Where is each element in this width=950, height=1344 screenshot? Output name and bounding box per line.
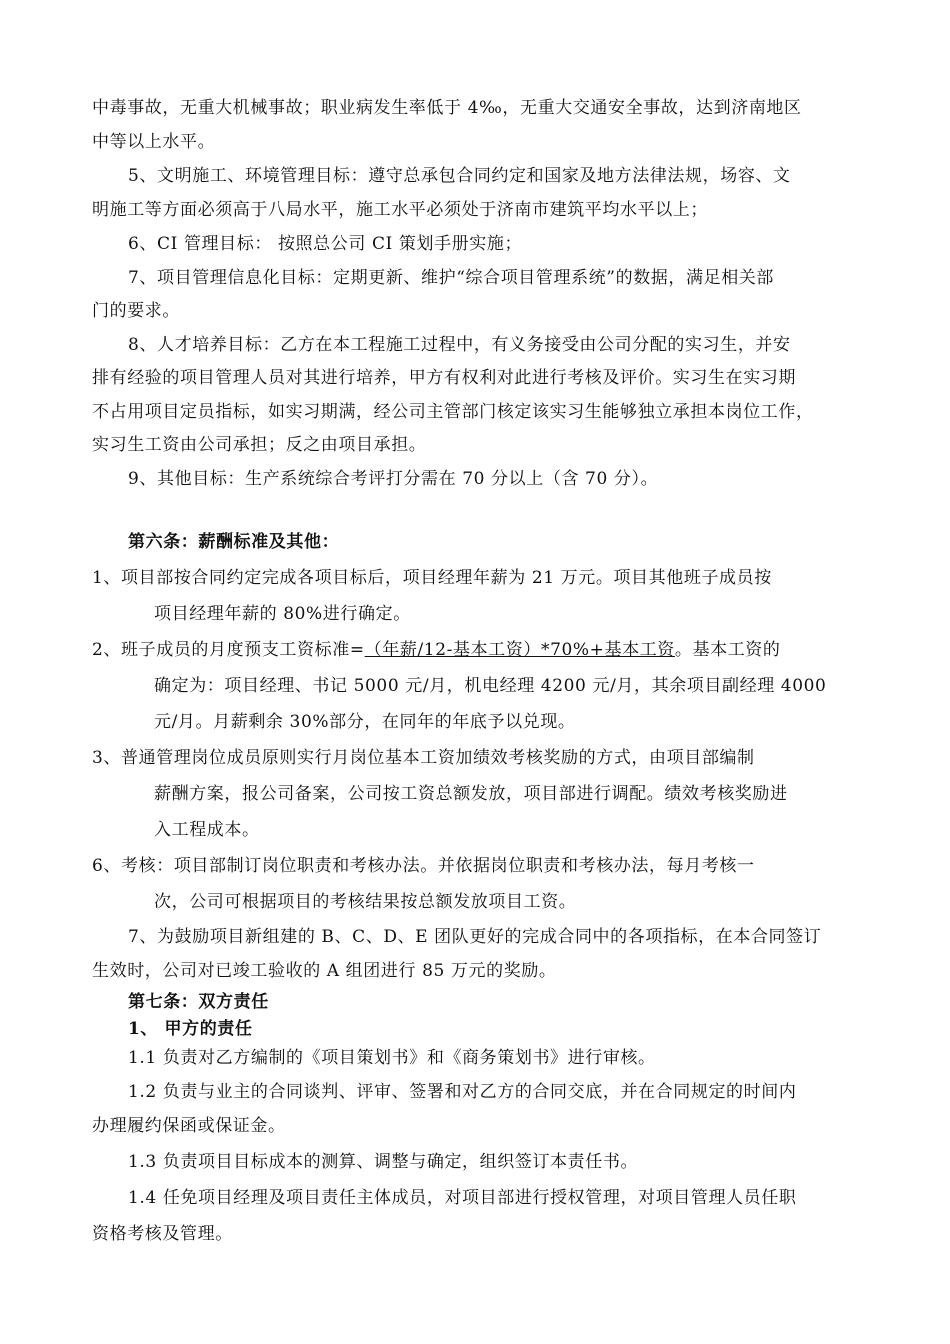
clause-1-4-line-2: 资格考核及管理。 bbox=[92, 1224, 233, 1244]
goals-continuation-line-2: 中等以上水平。 bbox=[92, 132, 216, 152]
clause-1-4-line-1: 1.4 任免项目经理及项目责任主体成员，对项目部进行授权管理，对项目管理人员任职 bbox=[128, 1188, 797, 1208]
goal-6: 6、CI 管理目标： 按照总公司 CI 策划手册实施； bbox=[128, 234, 523, 254]
goal-5-line-1: 5、文明施工、环境管理目标：遵守总承包合同约定和国家及地方法律法规，场容、文 bbox=[128, 166, 791, 186]
article-6-item-6-line-2: 次，公司可根据项目的考核结果按总额发放项目工资。 bbox=[154, 892, 577, 912]
article-6-item-6-line-1: 6、考核：项目部制订岗位职责和考核办法。并依据岗位职责和考核办法，每月考核一 bbox=[92, 856, 755, 876]
goal-8-line-1: 8、人才培养目标：乙方在本工程施工过程中，有义务接受由公司分配的实习生，并安 bbox=[128, 335, 791, 355]
article-6-item-3-line-1: 3、普通管理岗位成员原则实行月岗位基本工资加绩效考核奖励的方式，由项目部编制 bbox=[92, 748, 755, 768]
article-6-item-2-line-1 bbox=[92, 635, 781, 660]
article-6-item-1-line-1: 1、项目部按合同约定完成各项目标后，项目经理年薪为 21 万元。项目其他班子成员按 bbox=[92, 568, 772, 588]
goal-5-line-2: 明施工等方面必须高于八局水平，施工水平必须处于济南市建筑平均水平以上； bbox=[92, 200, 708, 220]
goal-9: 9、其他目标：生产系统综合考评打分需在 70 分以上（含 70 分）。 bbox=[128, 469, 659, 489]
goal-7-line-1: 7、项目管理信息化目标：定期更新、维护“综合项目管理系统”的数据，满足相关部 bbox=[128, 268, 774, 288]
item-2-text: 2、班子成员的月度预支工资标准= bbox=[92, 640, 365, 660]
article-7-heading: 第七条：双方责任 bbox=[128, 992, 269, 1012]
article-6-item-7-line-2: 生效时，公司对已竣工验收的 A 组团进行 85 万元的奖励。 bbox=[92, 961, 557, 981]
article-6-item-1-line-2: 项目经理年薪的 80%进行确定。 bbox=[154, 604, 411, 624]
goal-8-line-4: 实习生工资由公司承担；反之由项目承担。 bbox=[92, 435, 427, 455]
article-6-item-3-line-3: 入工程成本。 bbox=[154, 820, 260, 840]
item-2-text-end: 。基本工资的 bbox=[674, 640, 781, 660]
goal-7-line-2: 门的要求。 bbox=[92, 301, 180, 321]
goals-continuation-line-1: 中毒事故，无重大机械事故；职业病发生率低于 4‰，无重大交通安全事故，达到济南地区 bbox=[92, 98, 802, 118]
goal-8-line-2: 排有经验的项目管理人员对其进行培养，甲方有权利对此进行考核及评价。实习生在实习期 bbox=[92, 368, 796, 388]
article-6-item-2-line-2: 确定为：项目经理、书记 5000 元/月，机电经理 4200 元/月，其余项目副经理 4000 bbox=[154, 676, 827, 696]
article-7-subheading-party-a: 1、 甲方的责任 bbox=[128, 1019, 253, 1039]
article-6-heading: 第六条：薪酬标准及其他： bbox=[128, 532, 340, 552]
salary-formula: （年薪/12-基本工资）*70%+基本工资 bbox=[364, 640, 675, 660]
clause-1-3: 1.3 负责项目目标成本的测算、调整与确定，组织签订本责任书。 bbox=[128, 1152, 639, 1172]
clause-1-2-line-2: 办理履约保函或保证金。 bbox=[92, 1116, 286, 1136]
goal-8-line-3: 不占用项目定员指标，如实习期满，经公司主管部门核定该实习生能够独立承担本岗位工作， bbox=[92, 402, 814, 422]
article-6-item-3-line-2: 薪酬方案，报公司备案，公司按工资总额发放，项目部进行调配。绩效考核奖励进 bbox=[154, 784, 788, 804]
article-6-item-2-line-3: 元/月。月薪剩余 30%部分，在同年的年底予以兑现。 bbox=[154, 712, 576, 732]
article-6-item-7-line-1: 7、为鼓励项目新组建的 B、C、D、E 团队更好的完成合同中的各项指标，在本合同签订 bbox=[128, 927, 822, 947]
clause-1-2-line-1: 1.2 负责与业主的合同谈判、评审、签署和对乙方的合同交底，并在合同规定的时间内 bbox=[128, 1082, 797, 1102]
clause-1-1: 1.1 负责对乙方编制的《项目策划书》和《商务策划书》进行审核。 bbox=[128, 1048, 656, 1068]
